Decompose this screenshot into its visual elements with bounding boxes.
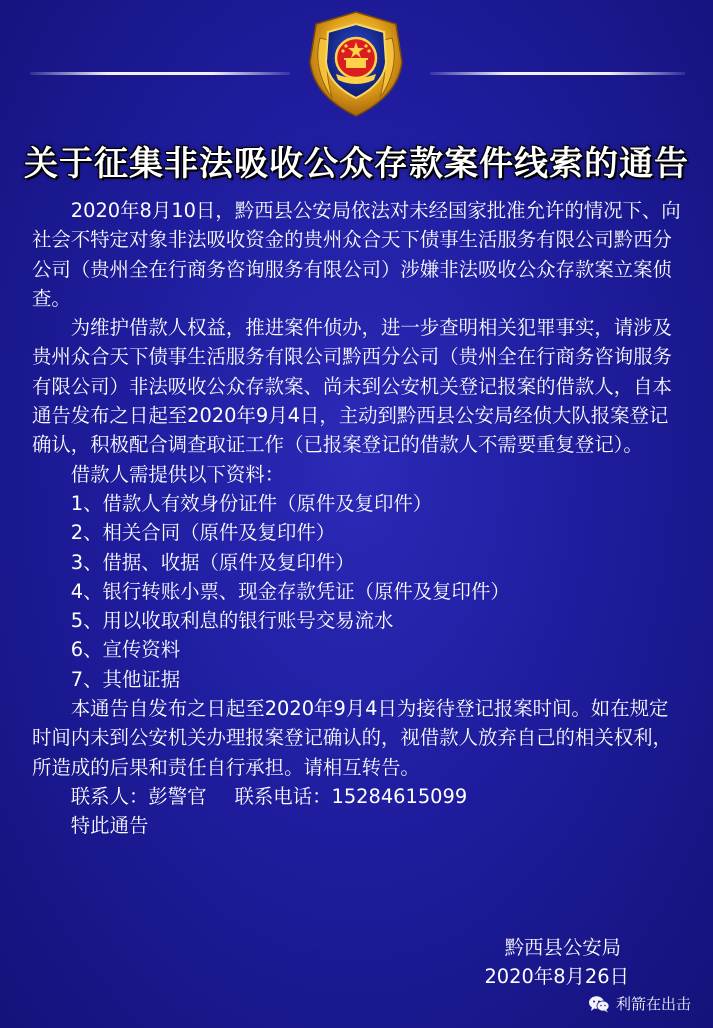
police-emblem-icon bbox=[298, 8, 414, 120]
watermark bbox=[588, 993, 691, 1014]
closing-text: 特此通告 bbox=[70, 814, 149, 838]
list-item: 7、其他证据 bbox=[70, 667, 181, 691]
wechat-icon bbox=[588, 995, 610, 1013]
contact-phone: 联系电话：15284615099 bbox=[234, 784, 468, 808]
contact-line bbox=[32, 782, 684, 811]
paragraph-3: 本通告自发布之日起至2020年9月4日为接待登记报案时间。如在规定时间内未到公安机关办理报案登记确认的，视借款人放弃自己的相关权利，所造成的后果和责任自行承担。请相互转告。 bbox=[32, 697, 672, 779]
header-rule-right bbox=[430, 72, 685, 75]
list-item: 6、宣传资料 bbox=[70, 638, 181, 662]
page-title: 关于征集非法吸收公众存款案件线索的通告 bbox=[24, 144, 689, 184]
signature-date: 2020年8月26日 bbox=[484, 965, 629, 988]
signature-organization: 黔西县公安局 bbox=[504, 936, 621, 959]
watermark-text: 利箭在出击 bbox=[615, 995, 691, 1013]
list-item: 2、相关合同（原件及复印件） bbox=[70, 521, 336, 545]
paragraph-2: 为维护借款人权益，推进案件侦办，进一步查明相关犯罪事实，请涉及贵州众合天下债事生活服务有限公司黔西分公司（贵州全在行商务咨询服务有限公司）非法吸收公众存款案、尚未到公安机关登记报案的借款人，自本通告发布之日起至2020年9月4日，主动到黔西县公安局经侦大队报案登记确认，积极配合调查取证工作（已报案登记的借款人不需要重复登记）。 bbox=[32, 316, 672, 457]
notice-body bbox=[32, 196, 684, 841]
header-rule-left bbox=[30, 72, 290, 75]
list-item: 3、借据、收据（原件及复印件） bbox=[70, 550, 355, 574]
list-item: 4、银行转账小票、现金存款凭证（原件及复印件） bbox=[70, 579, 510, 603]
list-item: 1、借款人有效身份证件（原件及复印件） bbox=[70, 491, 433, 515]
list-intro: 借款人需提供以下资料： bbox=[70, 462, 285, 486]
list-item: 5、用以收取利息的银行账号交易流水 bbox=[70, 609, 394, 633]
contact-person: 联系人：彭警官 bbox=[70, 784, 207, 808]
paragraph-1: 2020年8月10日，黔西县公安局依法对未经国家批准允许的情况下、向社会不特定对象非法吸收资金的贵州众合天下债事生活服务有限公司黔西分公司（贵州全在行商务咨询服务有限公司）涉嫌非法吸收公众存款案立案侦查。 bbox=[32, 199, 681, 310]
